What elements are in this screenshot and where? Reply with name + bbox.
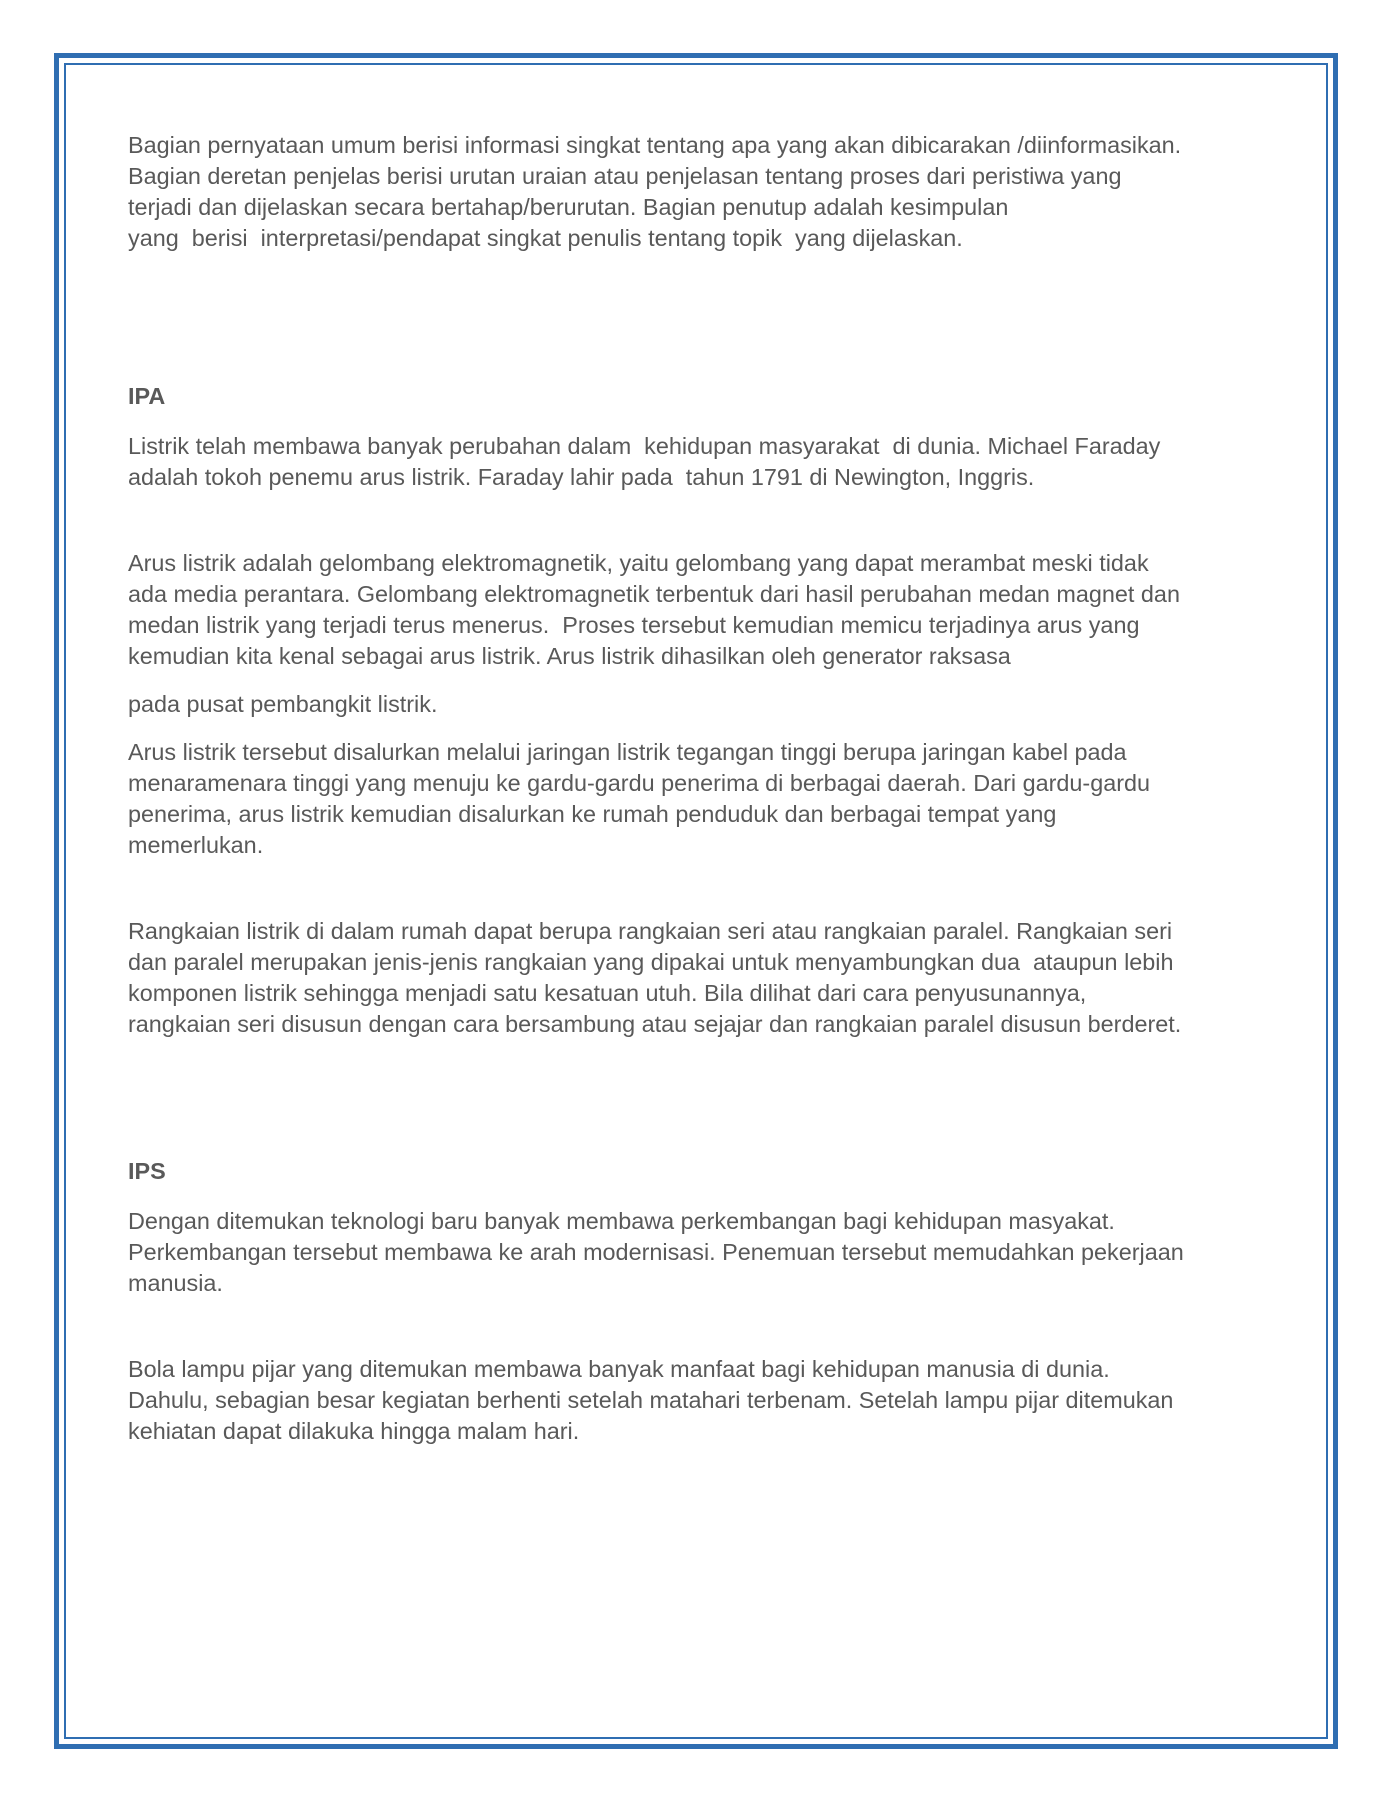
- ips-paragraph-2: [128, 1354, 1268, 1447]
- text-line: terjadi dan dijelaskan secara bertahap/berurutan. Bagian penutup adalah kesimpulan: [128, 194, 1009, 220]
- section-heading-ipa: IPA: [128, 383, 166, 409]
- text-line: rangkaian seri disusun dengan cara bersambung atau sejajar dan rangkaian paralel disusun berderet.: [128, 1011, 1182, 1037]
- text-line: memerlukan.: [128, 832, 264, 858]
- text-line: Perkembangan tersebut membawa ke arah modernisasi. Penemuan tersebut memudahkan pekerjaan: [128, 1239, 1184, 1265]
- intro-paragraph: [128, 130, 1268, 254]
- text-line: Bagian deretan penjelas berisi urutan uraian atau penjelasan tentang proses dari peristiwa yang: [128, 163, 1122, 189]
- text-line: menaramenara tinggi yang menuju ke gardu-gardu penerima di berbagai daerah. Dari gardu-gardu: [128, 770, 1151, 796]
- section-heading-ips: IPS: [128, 1158, 166, 1184]
- text-line: ada media perantara. Gelombang elektromagnetik terbentuk dari hasil perubahan medan magnet dan: [128, 581, 1180, 607]
- text-line: Dengan ditemukan teknologi baru banyak membawa perkembangan bagi kehidupan masyakat.: [128, 1208, 1115, 1234]
- text-line: komponen listrik sehingga menjadi satu kesatuan utuh. Bila dilihat dari cara penyusunannya,: [128, 980, 1087, 1006]
- ipa-paragraph-3: [128, 689, 1268, 720]
- ipa-paragraph-1: [128, 431, 1268, 493]
- text-line: Arus listrik tersebut disalurkan melalui jaringan listrik tegangan tinggi berupa jaringan kabel pada: [128, 739, 1127, 765]
- ipa-paragraph-4: [128, 737, 1268, 861]
- text-line: kemudian kita kenal sebagai arus listrik. Arus listrik dihasilkan oleh generator raksasa: [128, 643, 1011, 669]
- text-line: Rangkaian listrik di dalam rumah dapat berupa rangkaian seri atau rangkaian paralel. Rangkaian seri: [128, 918, 1173, 944]
- text-line: Bagian pernyataan umum berisi informasi singkat tentang apa yang akan dibicarakan /diinformasikan.: [128, 132, 1182, 158]
- text-line: penerima, arus listrik kemudian disalurkan ke rumah penduduk dan berbagai tempat yang: [128, 801, 1057, 827]
- text-line: kehiatan dapat dilakuka hingga malam hari.: [128, 1418, 580, 1444]
- text-line: medan listrik yang terjadi terus menerus. Proses tersebut kemudian memicu terjadinya arus yang: [128, 612, 1140, 638]
- text-line: manusia.: [128, 1270, 223, 1296]
- text-line: Dahulu, sebagian besar kegiatan berhenti setelah matahari terbenam. Setelah lampu pijar ditemukan: [128, 1387, 1174, 1413]
- ipa-paragraph-2: [128, 548, 1268, 672]
- document-body: [128, 130, 1268, 1447]
- text-line: Listrik telah membawa banyak perubahan dalam kehidupan masyarakat di dunia. Michael Faraday: [128, 433, 1161, 459]
- text-line: dan paralel merupakan jenis-jenis rangkaian yang dipakai untuk menyambungkan dua ataupun lebih: [128, 949, 1174, 975]
- ipa-paragraph-5: [128, 916, 1268, 1040]
- text-line: Arus listrik adalah gelombang elektromagnetik, yaitu gelombang yang dapat merambat meski tidak: [128, 550, 1149, 576]
- text-line: yang berisi interpretasi/pendapat singkat penulis tentang topik yang dijelaskan.: [128, 225, 963, 251]
- ips-paragraph-1: [128, 1206, 1268, 1299]
- text-line: adalah tokoh penemu arus listrik. Faraday lahir pada tahun 1791 di Newington, Inggris.: [128, 464, 1035, 490]
- text-line: Bola lampu pijar yang ditemukan membawa banyak manfaat bagi kehidupan manusia di dunia.: [128, 1356, 1110, 1382]
- text-line: pada pusat pembangkit listrik.: [128, 691, 438, 717]
